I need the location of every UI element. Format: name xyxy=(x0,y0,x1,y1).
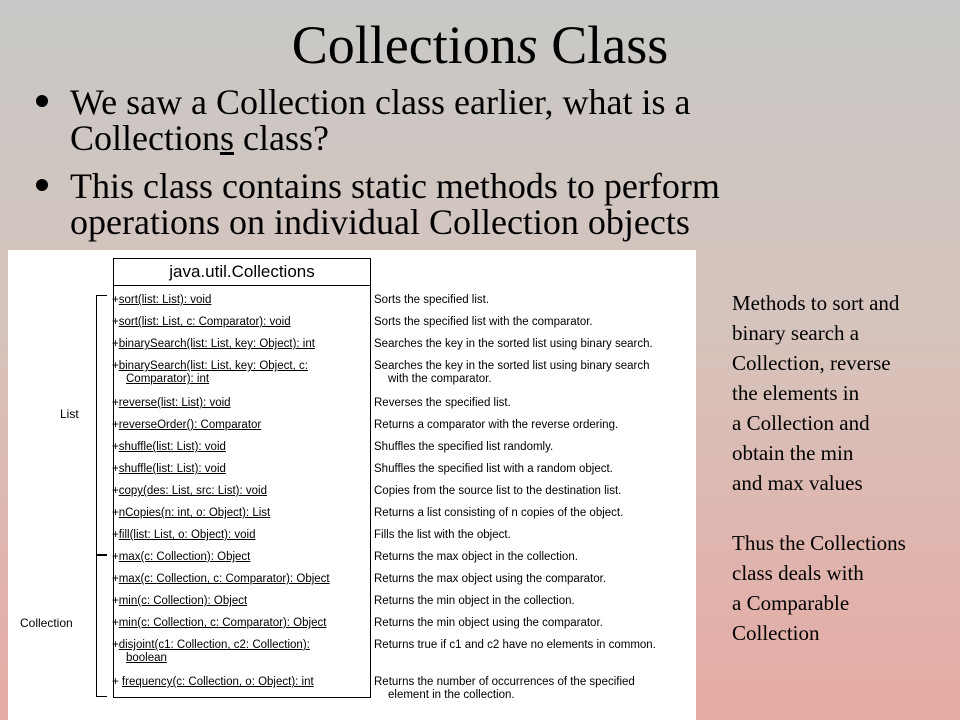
method-signature: +shuffle(list: List): void xyxy=(112,463,226,475)
method-description: Returns a list consisting of n copies of the object. xyxy=(374,507,624,519)
list-group-label: List xyxy=(60,407,79,421)
class-name: java.util.Collections xyxy=(113,258,371,286)
method-name: binarySearch xyxy=(118,338,187,350)
collection-brace xyxy=(96,555,107,697)
method-name: sort xyxy=(118,294,138,306)
method-name: disjoint xyxy=(118,639,155,651)
method-signature: +copy(des: List, src: List): void xyxy=(112,485,267,497)
method-signature: +reverseOrder(): Comparator xyxy=(112,419,262,431)
method-name: shuffle xyxy=(118,441,153,453)
method-name: reverseOrder xyxy=(118,419,187,431)
side-note-line: class deals with xyxy=(732,561,864,585)
method-description: Returns the max object in the collection. xyxy=(374,551,578,563)
method-description: Shuffles the specified list with a random object. xyxy=(374,463,613,475)
side-note-line: the elements in xyxy=(732,381,860,405)
method-signature: +fill(list: List, o: Object): void xyxy=(112,529,256,541)
method-description: Returns the min object in the collection. xyxy=(374,595,575,607)
method-signature: +reverse(list: List): void xyxy=(112,397,231,409)
method-name: fill xyxy=(118,529,130,541)
side-note-line: a Collection and xyxy=(732,411,870,435)
method-signature: +binarySearch(list: List, key: Object): int xyxy=(112,338,315,350)
method-name: shuffle xyxy=(118,463,153,475)
bullet-item: This class contains static methods to perform operations on individual Collection objects xyxy=(30,168,830,240)
method-signature: +max(c: Collection, c: Comparator): Object xyxy=(112,573,330,585)
method-signature: +binarySearch(list: List, key: Object, c: Comparator): int xyxy=(112,360,308,385)
method-signature: + frequency(c: Collection, o: Object): int xyxy=(112,676,314,688)
method-signature: +min(c: Collection, c: Comparator): Object xyxy=(112,617,327,629)
method-name: frequency xyxy=(121,676,173,688)
method-signature: +disjoint(c1: Collection, c2: Collection): boolean xyxy=(112,639,310,664)
method-signature: +shuffle(list: List): void xyxy=(112,441,226,453)
side-note-line: binary search a xyxy=(732,321,860,345)
method-description: Returns the number of occurrences of the specified element in the collection. xyxy=(374,676,635,701)
side-note xyxy=(732,288,960,648)
method-description: Searches the key in the sorted list using binary search. xyxy=(374,338,653,350)
method-signature: +nCopies(n: int, o: Object): List xyxy=(112,507,271,519)
side-note-line: obtain the min xyxy=(732,441,854,465)
side-note-line: and max values xyxy=(732,471,863,495)
method-description: Shuffles the specified list randomly. xyxy=(374,441,554,453)
method-description: Copies from the source list to the destination list. xyxy=(374,485,622,497)
method-name: binarySearch xyxy=(118,360,187,372)
method-description: Fills the list with the object. xyxy=(374,529,511,541)
method-name: copy xyxy=(118,485,144,497)
method-name: sort xyxy=(118,316,138,328)
list-brace xyxy=(96,295,107,555)
method-description: Returns the min object using the comparator. xyxy=(374,617,603,629)
method-signature: +max(c: Collection): Object xyxy=(112,551,251,563)
method-name: max xyxy=(118,551,141,563)
slide-title: Collections Class xyxy=(291,15,669,75)
collection-group-label: Collection xyxy=(20,616,73,630)
bullet-list xyxy=(30,84,830,252)
method-signature: +sort(list: List): void xyxy=(112,294,212,306)
side-note-line: Collection xyxy=(732,621,820,645)
side-note-line: Methods to sort and xyxy=(732,291,900,315)
method-signature: +sort(list: List, c: Comparator): void xyxy=(112,316,291,328)
method-name: max xyxy=(118,573,141,585)
method-description: Searches the key in the sorted list using binary search with the comparator. xyxy=(374,360,650,385)
method-description: Sorts the specified list. xyxy=(374,294,490,306)
bullet-item: We saw a Collection class earlier, what is a Collections class? xyxy=(30,84,830,156)
side-note-line: Thus the Collections xyxy=(732,531,906,555)
method-description: Returns the max object using the comparator. xyxy=(374,573,607,585)
method-name: min xyxy=(118,595,138,607)
method-description: Returns a comparator with the reverse ordering. xyxy=(374,419,619,431)
method-name: min xyxy=(118,617,138,629)
method-name: nCopies xyxy=(118,507,161,519)
side-note-line: Collection, reverse xyxy=(732,351,891,375)
uml-diagram xyxy=(8,250,696,720)
method-description: Returns true if c1 and c2 have no elements in common. xyxy=(374,639,656,651)
side-note-line: a Comparable xyxy=(732,591,850,615)
method-description: Sorts the specified list with the comparator. xyxy=(374,316,593,328)
method-name: reverse xyxy=(118,397,158,409)
method-signature: +min(c: Collection): Object xyxy=(112,595,248,607)
method-description: Reverses the specified list. xyxy=(374,397,511,409)
